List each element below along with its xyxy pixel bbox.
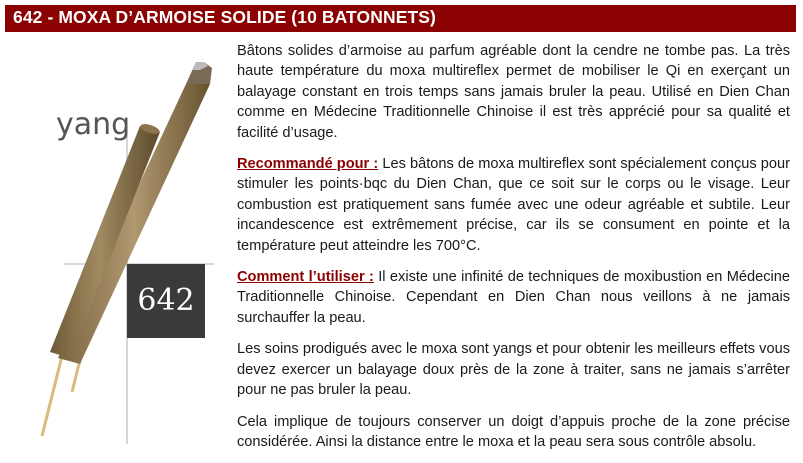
- moxa-sticks-image: [14, 44, 224, 444]
- care-paragraph: Les soins prodigués avec le moxa sont yangs et pour obtenir les meilleurs effets vous devez exercer un balayage doux près de la zone à traiter, sans ne jamais s’arrêter pour ne pas bruler la peau.: [237, 341, 790, 399]
- description-column: [237, 41, 790, 463]
- recommended-paragraph: [237, 154, 790, 256]
- usage-label: Comment l’utiliser :: [237, 269, 374, 286]
- recommended-label: Recommandé pour :: [237, 156, 379, 173]
- usage-text: Il existe une infinité de techniques de moxibustion en Médecine Traditionnelle Chinoise. Cependant en Dien Chan nous veillons à ne jamais surchauffer la peau.: [237, 269, 791, 326]
- number-badge-text: 642: [137, 283, 195, 318]
- finger-paragraph: Cela implique de toujours conserver un doigt d’appuis proche de la zone précise considérée. Ainsi la distance entre le moxa et la peau sera sous contrôle absolu.: [237, 413, 790, 450]
- yang-label: yang: [56, 107, 131, 142]
- intro-paragraph: Bâtons solides d’armoise au parfum agréable dont la cendre ne tombe pas. La très haute température du moxa multireflex permet de mobiliser le Qi en exerçant un balayage constant en trois temps sans jamais bruler la peau. Utilisé en Dien Chan comme en Médecine Traditionnelle Chinoise il est très apprécié pour sa qualité et facilité d’usage.: [237, 43, 790, 141]
- wood-stick-front: [42, 356, 62, 436]
- page-title: 642 - MOXA D’ARMOISE SOLIDE (10 BATONNETS): [5, 5, 796, 32]
- wood-stick-back: [72, 360, 80, 392]
- recommended-text: Les bâtons de moxa multireflex sont spécialement conçus pour stimuler les points·bqc du Dien Chan, que ce soit sur le corps ou le visage. Leur combustion est pratiquement sans fumée avec une odeur agréable et subtile. Leur incandescence est extrêmement précise, car ils se consument en pointe et la température peut atteindre les 700°C.: [237, 156, 791, 254]
- usage-paragraph: [237, 267, 790, 328]
